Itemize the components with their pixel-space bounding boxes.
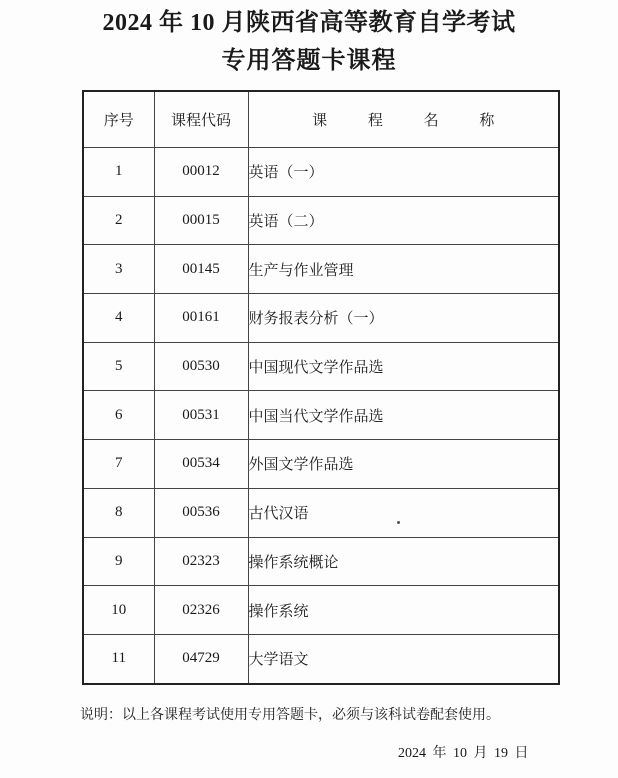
row-course-name: 中国现代文学作品选 [248,342,559,391]
row-course-name: 大学语文 [248,634,559,683]
header-course-code: 课程代码 [154,91,248,148]
row-course-name: 财务报表分析（一） [248,294,559,343]
row-course-name: 古代汉语 [248,488,559,537]
row-course-code: 02323 [154,537,248,586]
row-index: 1 [83,148,154,197]
row-course-name: 操作系统 [248,586,559,635]
row-index: 6 [83,391,154,440]
row-course-code: 00145 [154,245,248,294]
document-title-line1: 2024 年 10 月陕西省高等教育自学考试 [102,10,516,36]
table-row [83,391,559,440]
row-course-code: 00015 [154,196,248,245]
issue-date: 2024 年 10 月 19 日 [398,746,529,761]
row-index: 5 [83,342,154,391]
row-index: 9 [83,537,154,586]
row-index: 7 [83,440,154,489]
row-course-code: 00161 [154,294,248,343]
row-course-code: 04729 [154,634,248,683]
table-header-row [83,91,559,148]
row-course-name: 操作系统概论 [248,537,559,586]
table-row [83,342,559,391]
row-course-code: 02326 [154,586,248,635]
header-index: 序号 [83,91,154,148]
table-row [83,148,559,197]
table-row [83,440,559,489]
row-course-code: 00530 [154,342,248,391]
courses-table [82,90,560,685]
table-row [83,586,559,635]
row-course-name: 外国文学作品选 [248,440,559,489]
row-index: 3 [83,245,154,294]
table-row [83,196,559,245]
explanatory-note: 说明：以上各课程考试使用专用答题卡，必须与该科试卷配套使用。 [80,707,500,723]
row-course-name: 英语（二） [248,196,559,245]
header-course-name: 课 程 名 称 [248,91,559,148]
row-course-name: 英语（一） [248,148,559,197]
row-index: 2 [83,196,154,245]
table-row [83,537,559,586]
row-course-code: 00534 [154,440,248,489]
row-course-name: 生产与作业管理 [248,245,559,294]
row-course-code: 00531 [154,391,248,440]
row-index: 4 [83,294,154,343]
row-course-name: 中国当代文学作品选 [248,391,559,440]
document-title-line2: 专用答题卡课程 [221,48,397,74]
row-index: 8 [83,488,154,537]
row-index: 10 [83,586,154,635]
row-index: 11 [83,634,154,683]
table-row [83,634,559,683]
row-course-code: 00012 [154,148,248,197]
row-course-code: 00536 [154,488,248,537]
table-row [83,294,559,343]
table-row [83,488,559,537]
scan-speck [397,521,400,524]
table-row [83,245,559,294]
